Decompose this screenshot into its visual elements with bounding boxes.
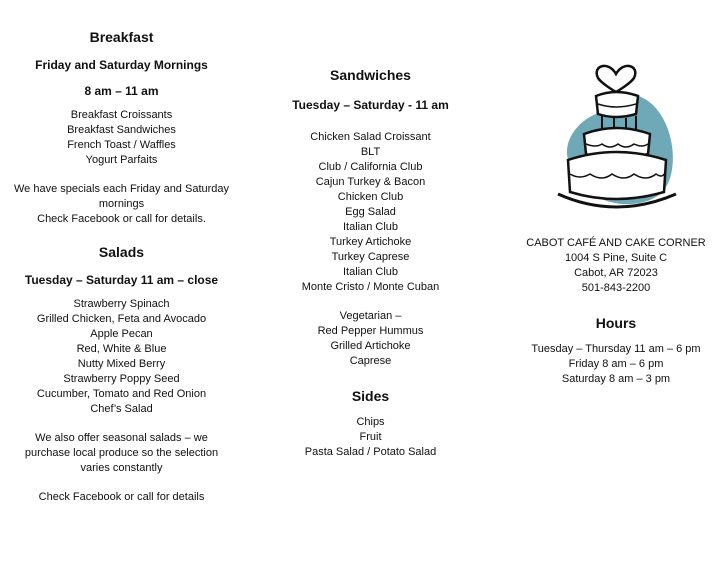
note-line: varies constantly bbox=[80, 462, 163, 474]
hours-line: Saturday 8 am – 3 pm bbox=[561, 373, 671, 385]
breakfast-items bbox=[0, 108, 243, 168]
list-item: Apple Pecan bbox=[90, 328, 153, 340]
list-item: Chicken Salad Croissant bbox=[310, 131, 431, 143]
list-item: Turkey Caprese bbox=[331, 251, 410, 263]
list-item: Yogurt Parfaits bbox=[85, 154, 158, 166]
list-item: Egg Salad bbox=[345, 206, 396, 218]
list-item: Nutty Mixed Berry bbox=[77, 358, 166, 370]
list-item: Chef’s Salad bbox=[90, 403, 153, 415]
list-item: Cajun Turkey & Bacon bbox=[315, 176, 426, 188]
left-column bbox=[0, 26, 243, 505]
sandwiches-days: Tuesday – Saturday - 11 am bbox=[292, 98, 449, 112]
list-item: Breakfast Croissants bbox=[70, 109, 173, 121]
business-address-line-1: 1004 S Pine, Suite C bbox=[564, 252, 668, 264]
hours-heading: Hours bbox=[595, 315, 637, 331]
note-line: purchase local produce so the selection bbox=[24, 447, 219, 459]
breakfast-heading: Breakfast bbox=[89, 29, 154, 45]
sandwiches-items bbox=[248, 130, 493, 295]
note-line: We have specials each Friday and Saturday bbox=[13, 183, 230, 195]
breakfast-time: 8 am – 11 am bbox=[84, 84, 159, 98]
list-item: Strawberry Poppy Seed bbox=[63, 373, 180, 385]
list-item: Chips bbox=[356, 416, 385, 428]
list-item: French Toast / Waffles bbox=[67, 139, 176, 151]
hours-line: Tuesday – Thursday 11 am – 6 pm bbox=[531, 343, 701, 355]
list-item: Red, White & Blue bbox=[76, 343, 167, 355]
list-item: Grilled Chicken, Feta and Avocado bbox=[36, 313, 207, 325]
hours-line: Friday 8 am – 6 pm bbox=[568, 358, 664, 370]
breakfast-days: Friday and Saturday Mornings bbox=[35, 58, 208, 72]
list-item: Italian Club bbox=[342, 266, 399, 278]
breakfast-note bbox=[0, 182, 243, 227]
vegetarian-heading: Vegetarian – bbox=[339, 310, 402, 322]
list-item: Red Pepper Hummus bbox=[317, 325, 424, 337]
list-item: Turkey Artichoke bbox=[329, 236, 412, 248]
list-item: Cucumber, Tomato and Red Onion bbox=[36, 388, 207, 400]
right-column bbox=[512, 52, 720, 387]
hours-list bbox=[512, 342, 720, 387]
business-address-line-2: Cabot, AR 72023 bbox=[574, 267, 658, 279]
list-item: Caprese bbox=[349, 355, 392, 367]
note-line: We also offer seasonal salads – we bbox=[35, 432, 208, 444]
note-line: mornings bbox=[98, 198, 145, 210]
list-item: BLT bbox=[360, 146, 381, 158]
list-item: Club / California Club bbox=[318, 161, 423, 173]
sandwiches-heading: Sandwiches bbox=[330, 67, 411, 83]
middle-column bbox=[248, 64, 493, 460]
list-item: Fruit bbox=[359, 431, 382, 443]
salads-items bbox=[0, 297, 243, 417]
business-info bbox=[512, 236, 720, 296]
list-item: Pasta Salad / Potato Salad bbox=[304, 446, 437, 458]
sides-items bbox=[248, 415, 493, 460]
business-phone: 501-843-2200 bbox=[581, 282, 651, 294]
salads-days: Tuesday – Saturday 11 am – close bbox=[24, 273, 219, 287]
list-item: Breakfast Sandwiches bbox=[67, 124, 176, 136]
note-line: Check Facebook or call for details. bbox=[37, 213, 206, 225]
salads-heading: Salads bbox=[98, 244, 145, 260]
tiered-cake-icon bbox=[546, 52, 686, 222]
list-item: Strawberry Spinach bbox=[73, 298, 170, 310]
list-item: Italian Club bbox=[342, 221, 399, 233]
list-item: Grilled Artichoke bbox=[330, 340, 411, 352]
salads-note bbox=[0, 431, 243, 476]
list-item: Monte Cristo / Monte Cuban bbox=[301, 281, 440, 293]
sides-heading: Sides bbox=[351, 388, 390, 404]
list-item: Chicken Club bbox=[337, 191, 404, 203]
vegetarian-section bbox=[248, 309, 493, 369]
business-name: CABOT CAFÉ AND CAKE CORNER bbox=[526, 237, 706, 249]
salads-footer: Check Facebook or call for details bbox=[38, 491, 205, 503]
